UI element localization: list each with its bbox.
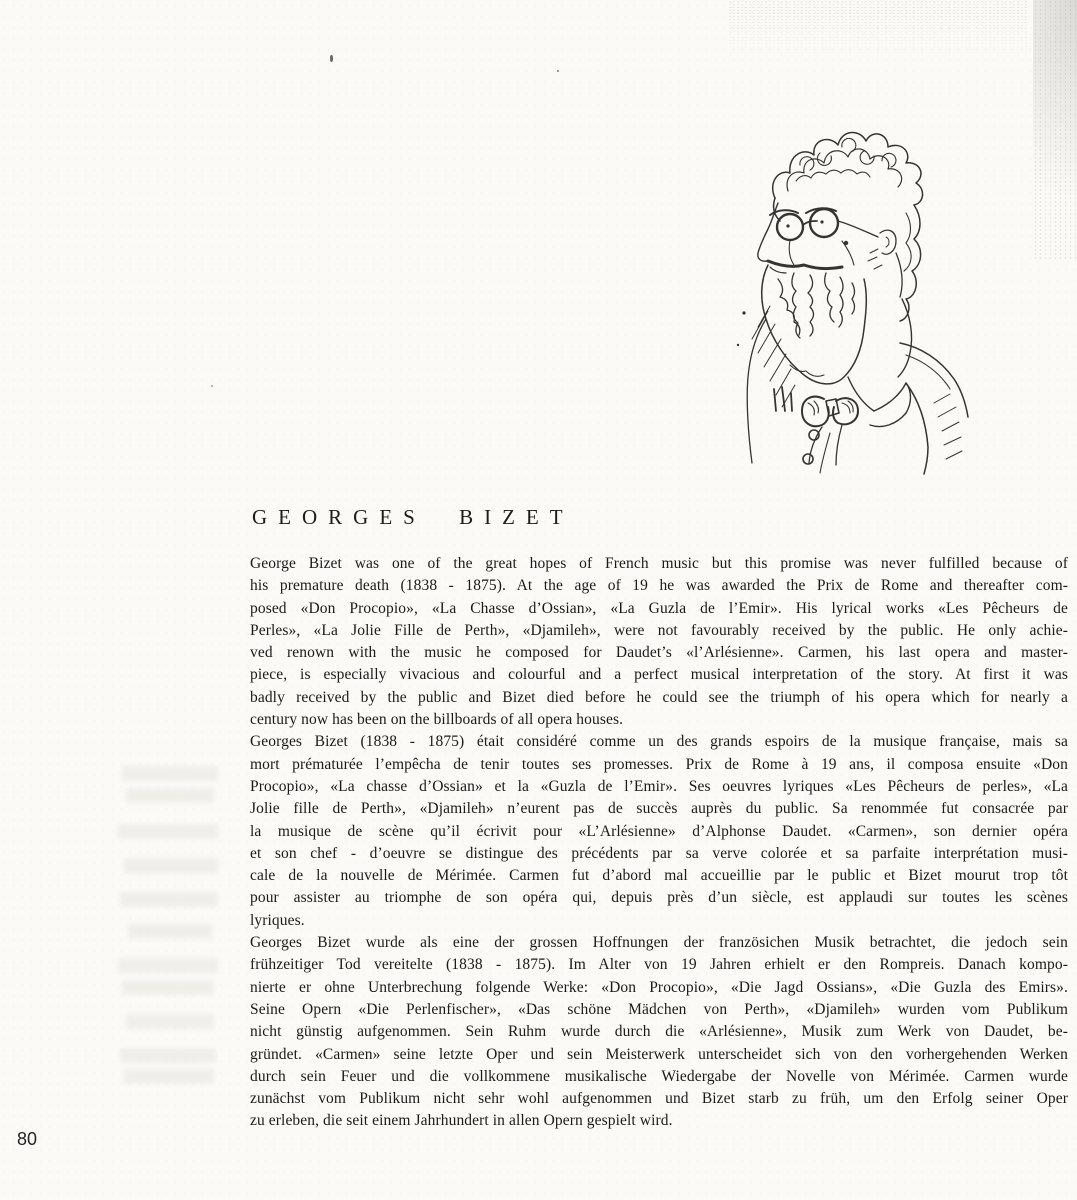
scan-noise-artifact [728, 0, 1028, 60]
text-line: George Bizet was one of the great hopes of French music but this promise was never fulfilled because of [250, 555, 1068, 572]
ghost-text-line [122, 766, 218, 781]
paragraph-german [250, 932, 1068, 1133]
page-title: GEORGES BIZET [252, 505, 574, 529]
ghost-text-line [128, 924, 212, 939]
ghost-text-line [126, 788, 214, 803]
text-line: la musique de scène qu’il écrivit pour «L’Arlésienne» d’Alphonse Daudet. «Carmen», son dernier opéra [250, 822, 1068, 840]
ghost-text-line [124, 858, 218, 873]
bizet-portrait-svg [730, 103, 970, 475]
text-line: Seine Opern «Die Perlenfischer», «Das schöne Mädchen von Perth», «Djamileh» wurden vom Publikum [250, 1000, 1068, 1018]
text-line: zunächst vom Publikum nicht sehr wohl aufgenommen und Bizet starb zu früh, um den Erfolg seiner Oper [250, 1090, 1068, 1108]
ghost-text-line [122, 980, 214, 995]
paragraph-english [250, 553, 1068, 731]
text-line: lyriques. [250, 911, 305, 929]
ghost-text-line [124, 1069, 214, 1084]
biography-text [250, 553, 1068, 1133]
ink-speck [211, 385, 213, 387]
portrait-ear [880, 230, 902, 297]
scan-edge-shadow [1033, 0, 1077, 260]
text-line: mort prématurée l’empêcha de tenir toutes ses promesses. Prix de Rome à 19 ans, il composa ensuite «Don [250, 755, 1068, 773]
show-through-ghost-text [112, 766, 228, 1084]
paragraph-french [250, 731, 1068, 932]
text-line: posed «Don Procopio», «La Chasse d’Ossian», «La Guzla de l’Emir». His lyrical works «Les Pêcheurs de [250, 599, 1068, 617]
ink-speck [557, 70, 559, 72]
portrait-glasses [777, 209, 878, 265]
text-line: et son chef - d’oeuvre se distingue des précédents par sa verve colorée et sa parfaite interprétation musi- [250, 844, 1068, 862]
text-line: gründet. «Carmen» seine letzte Oper und sein Meisterwerk unterscheidet sich von den vorhergehenden Werken [250, 1045, 1068, 1063]
text-line: piece, is especially vivacious and colourful and a perfect musical interpretation of the story. At first it was [250, 666, 1068, 684]
ghost-text-line [126, 1014, 214, 1029]
ghost-text-line [118, 958, 218, 973]
text-line: century now has been on the billboards of all opera houses. [250, 711, 624, 729]
portrait-collar-shirt [803, 299, 912, 473]
ghost-text-line [120, 892, 218, 907]
text-line: Jolie fille de Perth», «Djamileh» n’eurent pas de succès auprès du public. Sa renommée fut consacrée par [250, 800, 1068, 818]
ink-speck [330, 55, 333, 62]
text-line: frühzeitiger Tod vereitelte (1838 - 1875). Im Alter von 19 Jahren erhielt er den Rompreis. Danach kompo- [250, 956, 1068, 974]
text-line: his premature death (1838 - 1875). At the age of 19 he was awarded the Prix de Rome and thereafter com- [250, 577, 1068, 595]
portrait-jacket [737, 306, 968, 474]
text-line: Georges Bizet (1838 - 1875) était considéré comme un des grands espoirs de la musique française, mais sa [250, 733, 1068, 751]
ghost-text-line [118, 824, 218, 839]
text-line: nicht günstig aufgenommen. Sein Ruhm wurde durch die «Arlésienne», Musik zum Werk von Daudet, be- [250, 1023, 1068, 1041]
page-number: 80 [17, 1129, 38, 1149]
text-line: pour assister au triomphe de son opéra qui, depuis près d’un siècle, est applaudi sur toutes les scènes [250, 889, 1068, 907]
text-line: cale de la nouvelle de Mérimée. Carmen fut d’abord mal accueillie par le public et Bizet mourut trop tôt [250, 867, 1068, 885]
text-line: ved renown with the music he composed for Daudet’s «l’Arlésienne». Carmen, his last opera and master- [250, 644, 1068, 662]
text-line: Procopio», «La chasse d’Ossian» et la «Guzla de l’Emir». Ses oeuvres lyriques «Les Pêcheurs de perles», «La [250, 777, 1068, 795]
text-line: nierte er ohne Unterbrechung folgende Werke: «Don Procopio», «Die Jagd Ossians», «Die Guzla des Emirs». [250, 978, 1068, 996]
bizet-portrait-illustration [730, 103, 970, 475]
text-line: durch sein Feuer und die vollkommene musikalische Wiedergabe der Novelle von Mérimée. Carmen wurde [250, 1067, 1068, 1085]
ghost-text-line [120, 1048, 216, 1063]
text-line: Georges Bizet wurde als eine der grossen Hoffnungen der französichen Musik betrachtet, die jedoch sein [250, 934, 1068, 952]
text-line: zu erleben, die seit einem Jahrhundert in allen Opern gespielt wird. [250, 1112, 673, 1130]
text-line: badly received by the public and Bizet died before he could see the triumph of his opera which for nearly a [250, 688, 1068, 706]
text-line: Perles», «La Jolie Fille de Perth», «Djamileh», were not favourably received by the public. He only achie- [250, 621, 1068, 639]
